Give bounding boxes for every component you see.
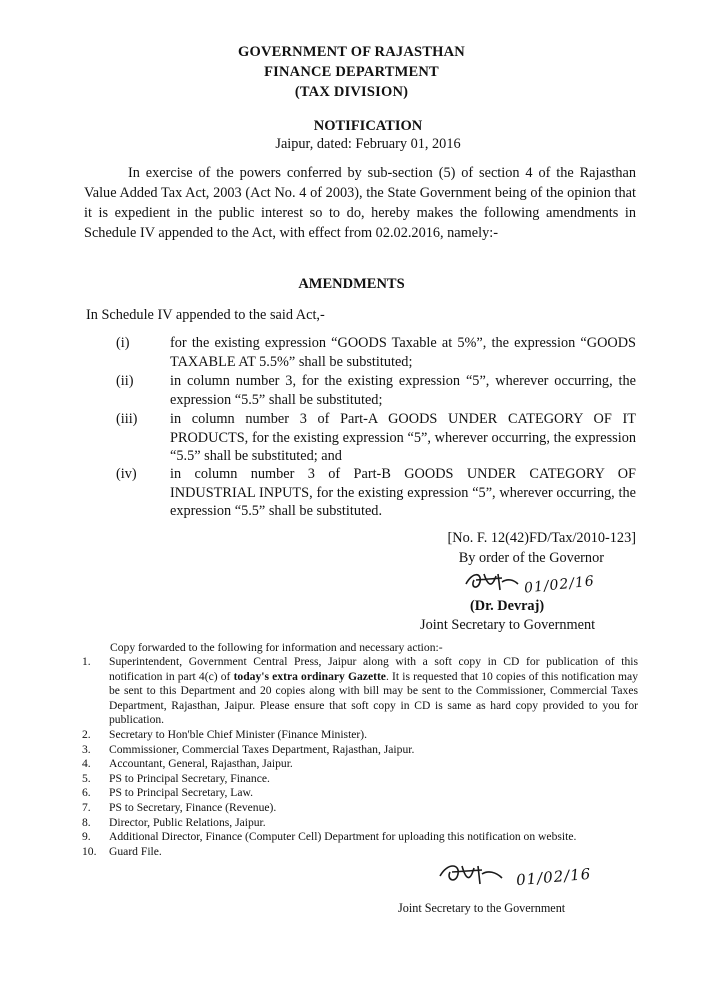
by-order-line: By order of the Governor [458, 550, 604, 566]
list-item [82, 816, 638, 831]
copy-signatory-designation: Joint Secretary to the Government [398, 901, 566, 915]
list-item [82, 801, 638, 816]
list-text: Superintendent, Government Central Press, Jaipur along with a soft copy in CD for publication of this notification in part 4(c) of [109, 655, 638, 683]
list-item [82, 786, 638, 801]
amendment-text: in column number 3, for the existing expression “5”, wherever occurring, the expression “5.5” shall be substituted; [170, 373, 636, 408]
list-number: 6. [82, 786, 91, 800]
list-item [82, 728, 638, 743]
signatory-designation: Joint Secretary to Government [420, 617, 596, 633]
preamble-paragraph: In exercise of the powers conferred by sub-section (5) of section 4 of the Rajasthan Value Added Tax Act, 2003 (Act No. 4 of 2003), the State Government being of the opinion that it is expedient in the public interest so to do, hereby makes the following amendments in Schedule IV appended to the Act, with effect from 02.02.2016, namely:- [84, 165, 636, 241]
amendment-text: in column number 3 of Part-B GOODS UNDER CATEGORY OF INDUSTRIAL INPUTS, for the existing expression “5”, wherever occurring, the expression “5.5” shall be substituted. [170, 466, 636, 519]
list-item [82, 743, 638, 758]
file-number: [No. F. 12(42)FD/Tax/2010-123] [447, 530, 636, 546]
amendment-text: in column number 3 of Part-A GOODS UNDER CATEGORY OF IT PRODUCTS, for the existing expression “5”, wherever occurring, the expression “5.5” shall be substituted; and [170, 411, 636, 464]
list-text: Commissioner, Commercial Taxes Department, Rajasthan, Jaipur. [109, 742, 415, 756]
list-text: PS to Principal Secretary, Law. [109, 786, 254, 800]
list-number: 1. [82, 655, 91, 668]
notification-dateline: Jaipur, dated: February 01, 2016 [275, 136, 461, 152]
list-text-continued: . It is requested that 10 copies of this notification may be sent to this Department and 20 copies along with bill may be sent to the Commissioner, Commercial Taxes Department, Rajasthan, Jaipur. Please ensure that soft copy in CD is same as hard copy provided to you for publication. [109, 669, 638, 727]
list-text: Additional Director, Finance (Computer Cell) Department for uploading this notification on website. [109, 830, 577, 844]
list-number: 5. [82, 771, 91, 785]
notification-title: NOTIFICATION [313, 118, 423, 134]
list-item [82, 772, 638, 787]
list-text: Guard File. [109, 844, 162, 858]
amendment-text: for the existing expression “GOODS Taxable at 5%”, the expression “GOODS TAXABLE AT 5.5%” shall be substituted; [170, 335, 636, 370]
amendments-intro: In Schedule IV appended to the said Act,- [86, 307, 325, 323]
copy-recipient-list [82, 655, 638, 859]
list-item [82, 655, 638, 728]
signature-date: 01/02/16 [515, 864, 593, 890]
amendment-item [116, 410, 636, 466]
header-division: (TAX DIVISION) [294, 84, 409, 100]
list-number: 8. [82, 815, 91, 829]
signature-scribble [462, 568, 522, 596]
list-number: 3. [82, 742, 91, 756]
signature-scribble [436, 860, 506, 890]
list-text-bold: today's extra ordinary Gazette [233, 669, 386, 683]
amendment-number: (iii) [116, 411, 138, 427]
list-item [82, 830, 638, 845]
amendment-item [116, 372, 636, 409]
list-text: PS to Principal Secretary, Finance. [109, 771, 270, 785]
list-number: 9. [82, 830, 91, 844]
amendment-number: (ii) [116, 373, 134, 389]
list-text: PS to Secretary, Finance (Revenue). [109, 800, 277, 814]
list-text: Secretary to Hon'ble Chief Minister (Finance Minister). [109, 727, 368, 741]
amendments-title: AMENDMENTS [298, 276, 405, 292]
list-number: 2. [82, 727, 91, 741]
amendment-number: (i) [116, 335, 130, 351]
amendment-item [116, 334, 636, 371]
list-item [82, 845, 638, 860]
header-government: GOVERNMENT OF RAJASTHAN [238, 44, 465, 60]
signatory-name: (Dr. Devraj) [470, 598, 545, 614]
list-number: 7. [82, 800, 91, 814]
list-number: 10. [82, 844, 97, 858]
signature-date: 01/02/16 [523, 573, 596, 597]
amendment-item [116, 465, 636, 521]
list-item [82, 757, 638, 772]
amendment-number: (iv) [116, 466, 137, 482]
header-department: FINANCE DEPARTMENT [264, 64, 439, 80]
copy-forwarded-intro: Copy forwarded to the following for information and necessary action:- [110, 641, 443, 654]
list-number: 4. [82, 757, 91, 771]
list-text: Director, Public Relations, Jaipur. [109, 815, 266, 829]
list-text: Accountant, General, Rajasthan, Jaipur. [109, 757, 293, 771]
